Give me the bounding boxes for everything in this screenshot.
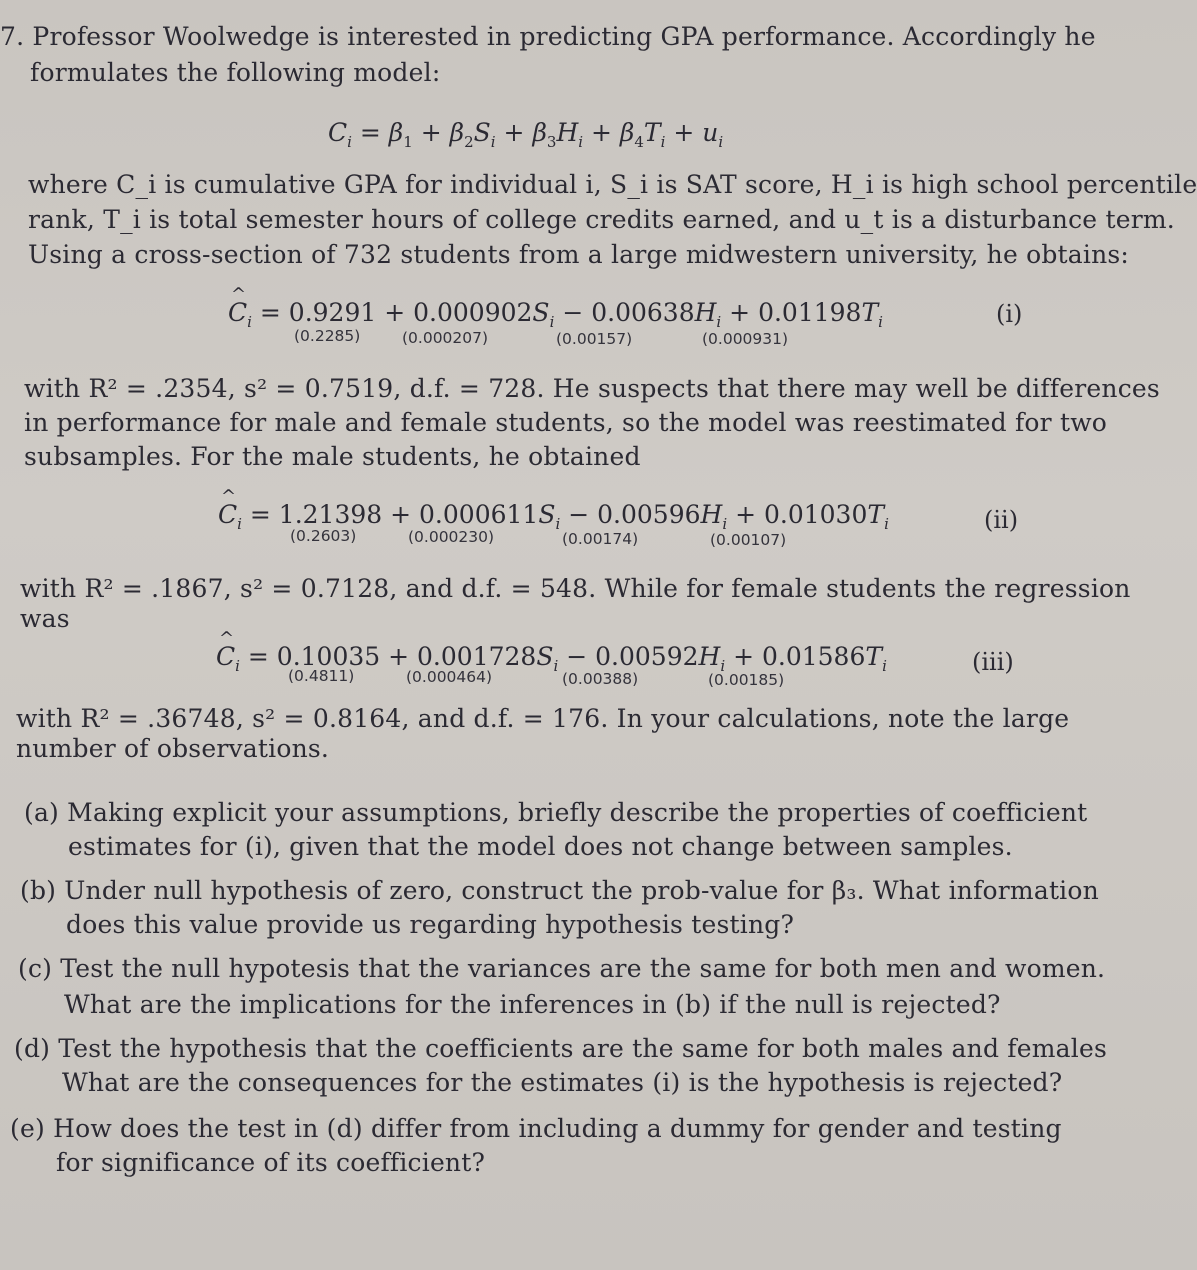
se-ii-s: (0.000230) (408, 528, 495, 546)
stats-ii-line1: with R² = .1867, s² = 0.7128, and d.f. = 548. While for female students the regression (20, 574, 1131, 603)
part-e-line2: for significance of its coefficient? (56, 1148, 486, 1177)
stats-iii-line2: number of observations. (16, 734, 330, 763)
stats-i-line3: subsamples. For the male students, he obtained (24, 442, 641, 471)
definition-line2: rank, T_i is total semester hours of college credits earned, and u_t is a disturbance term. (28, 205, 1175, 234)
se-ii-h: (0.00174) (562, 530, 639, 548)
question-intro-line1: 7. Professor Woolwedge is interested in predicting GPA performance. Accordingly he (0, 22, 1096, 51)
part-a-label: (a) (24, 798, 60, 827)
part-a-line1: (a) Making explicit your assumptions, briefly describe the properties of coefficient (24, 798, 1088, 827)
part-c-line2: What are the implications for the inferences in (b) if the null is rejected? (64, 990, 1001, 1019)
definition-line1: where C_i is cumulative GPA for individual i, S_i is SAT score, H_i is high school percentile (28, 170, 1197, 199)
se-ii-intercept: (0.2603) (290, 527, 357, 545)
question-number: 7. (0, 22, 25, 51)
se-iii-intercept: (0.4811) (288, 667, 355, 685)
model-equation: $C_i = \beta_1 + \beta_2S_i + \beta_3H_i + \beta_4T_i + u_i$ (328, 118, 724, 151)
stats-ii-line2: was (20, 604, 70, 633)
se-i-intercept: (0.2285) (294, 327, 361, 345)
stats-i-line2: in performance for male and female students, so the model was reestimated for two (24, 408, 1108, 437)
regression-ii: ^ $C_i = 1.21398 + 0.000611S_i - 0.00596H_i + 0.01030T_i$ (218, 500, 889, 533)
part-d-line1: (d) Test the hypothesis that the coefficients are the same for both males and females (14, 1034, 1107, 1063)
definition-line3: Using a cross-section of 732 students from a large midwestern university, he obtains: (28, 240, 1130, 269)
equation-label-ii: (ii) (984, 506, 1019, 534)
part-a-line2: estimates for (i), given that the model does not change between samples. (68, 832, 1013, 861)
se-iii-h: (0.00388) (562, 670, 639, 688)
se-iii-t: (0.00185) (708, 671, 785, 689)
part-b-label: (b) (20, 876, 57, 905)
se-i-h: (0.00157) (556, 330, 633, 348)
part-d-label: (d) (14, 1034, 51, 1063)
stats-iii-line1: with R² = .36748, s² = 0.8164, and d.f. = 176. In your calculations, note the large (16, 704, 1070, 733)
question-intro-line2: formulates the following model: (30, 58, 441, 87)
regression-iii: ^ $C_i = 0.10035 + 0.001728S_i - 0.00592H_i + 0.01586T_i$ (216, 642, 887, 675)
part-d-line2: What are the consequences for the estimates (i) is the hypothesis is rejected? (62, 1068, 1063, 1097)
part-e-label: (e) (10, 1114, 45, 1143)
part-b-line1: (b) Under null hypothesis of zero, construct the prob-value for β₃. What information (20, 876, 1099, 905)
se-i-s: (0.000207) (402, 329, 489, 347)
se-ii-t: (0.00107) (710, 531, 787, 549)
part-c-label: (c) (18, 954, 53, 983)
equation-label-i: (i) (996, 300, 1023, 328)
part-e-line1: (e) How does the test in (d) differ from including a dummy for gender and testing (10, 1114, 1062, 1143)
stats-i-line1: with R² = .2354, s² = 0.7519, d.f. = 728. He suspects that there may well be differences (24, 374, 1160, 403)
se-i-t: (0.000931) (702, 330, 789, 348)
part-c-line1: (c) Test the null hypotesis that the variances are the same for both men and women. (18, 954, 1106, 983)
regression-i: ^ $C_i = 0.9291 + 0.000902S_i - 0.00638H_i + 0.01198T_i$ (228, 298, 883, 331)
equation-label-iii: (iii) (972, 648, 1014, 676)
se-iii-s: (0.000464) (406, 668, 493, 686)
part-b-line2: does this value provide us regarding hypothesis testing? (66, 910, 795, 939)
